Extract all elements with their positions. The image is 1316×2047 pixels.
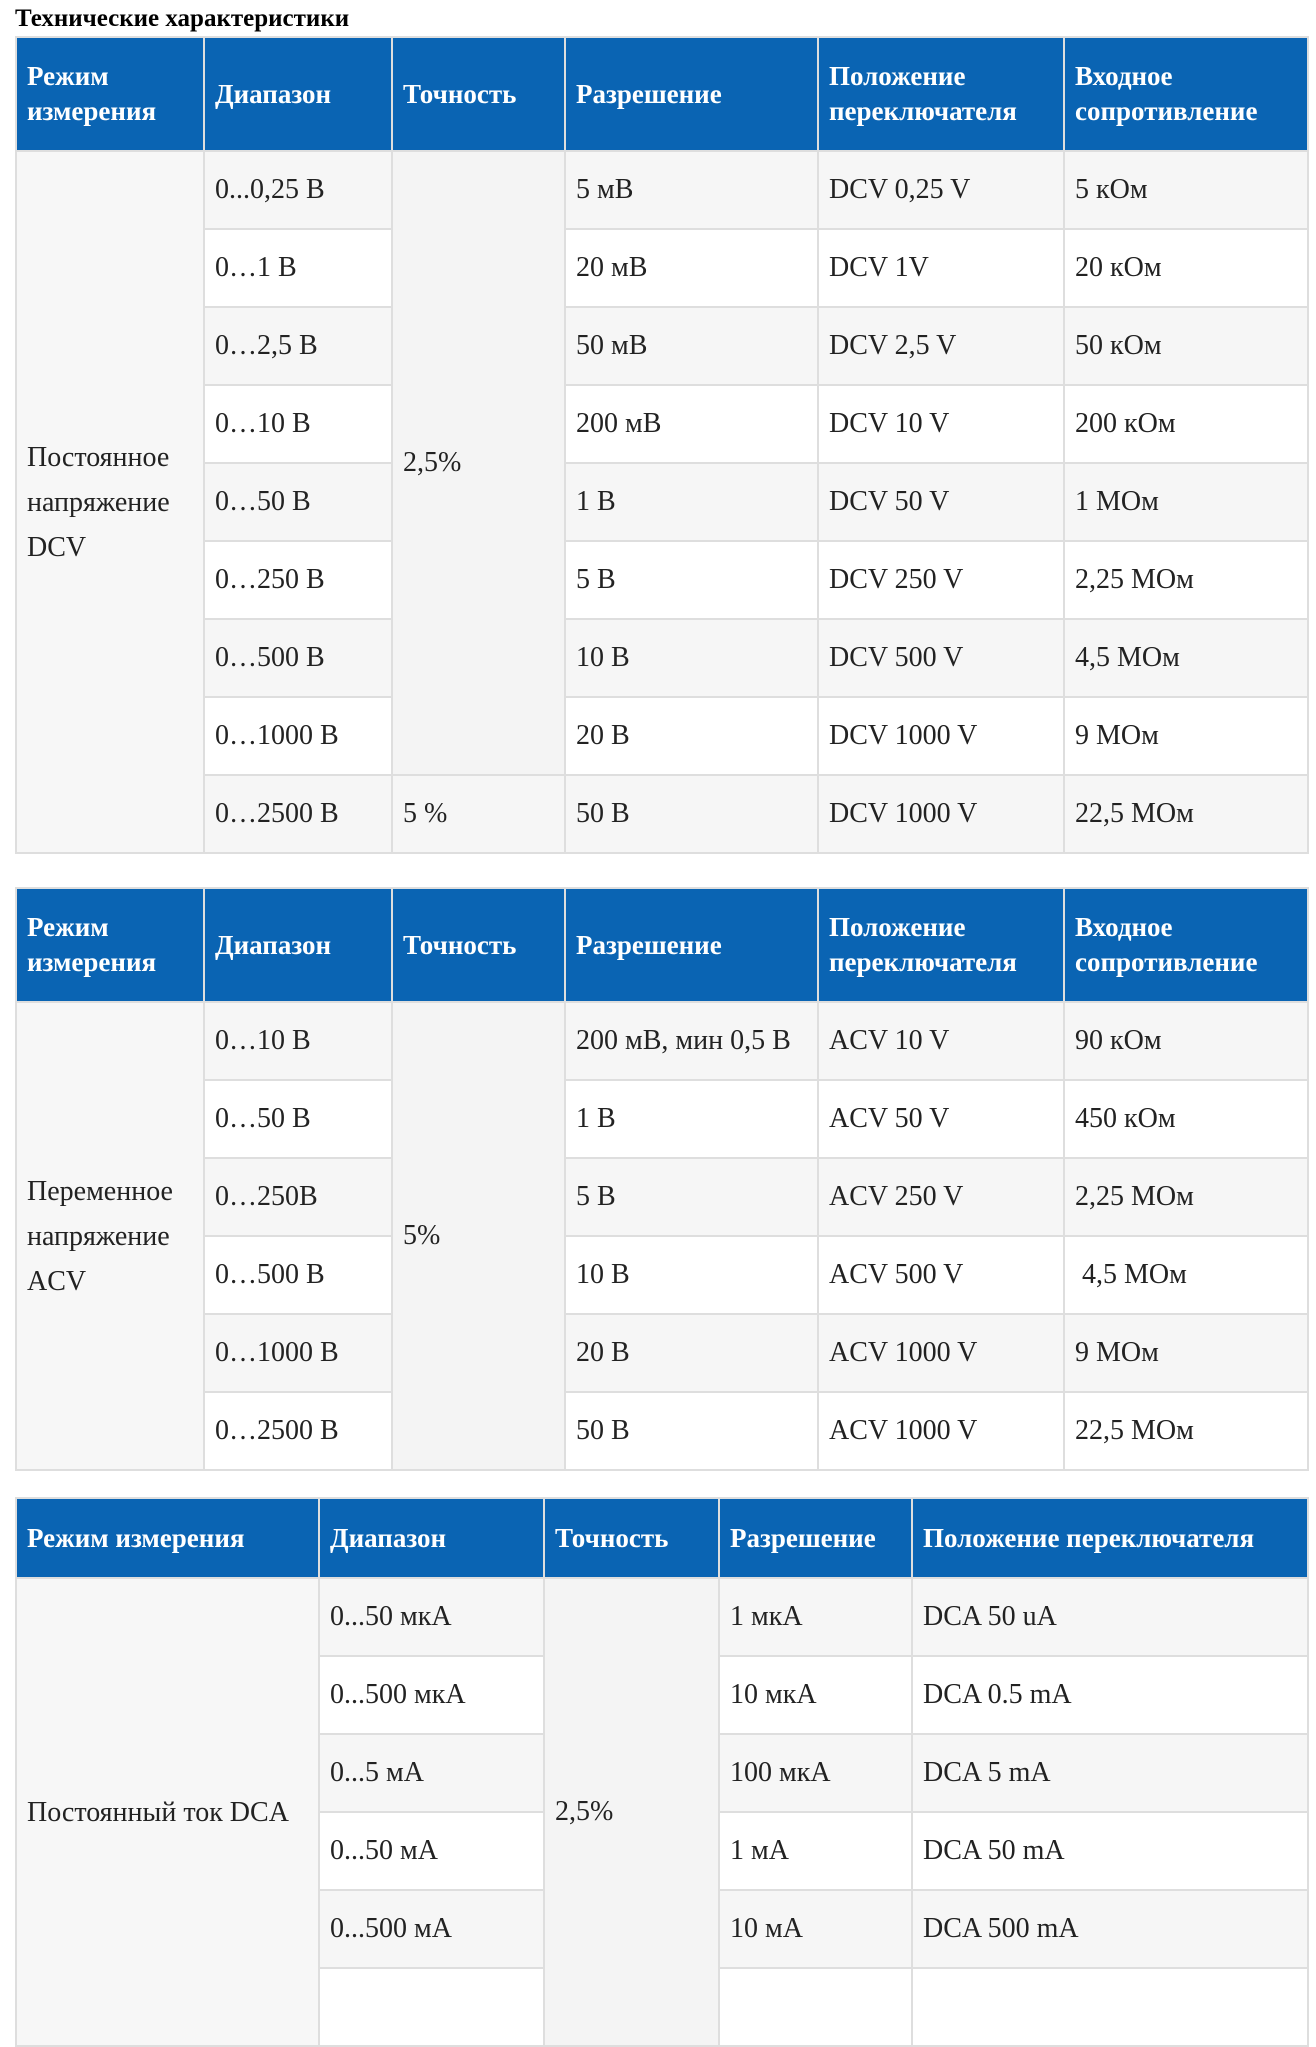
switch-cell: DCV 1000 V	[818, 697, 1064, 775]
impedance-cell: 450 кОм	[1064, 1080, 1308, 1158]
header-resolution: Разрешение	[565, 37, 818, 151]
switch-cell: ACV 10 V	[818, 1002, 1064, 1080]
impedance-cell: 22,5 МОм	[1064, 1392, 1308, 1470]
range-cell: 0…10 В	[204, 385, 392, 463]
table-row	[16, 697, 1308, 775]
mode-cell: Постоянный ток DCA	[16, 1578, 319, 2046]
range-cell: 0...500 мкА	[319, 1656, 544, 1734]
header-mode: Режим измерения	[16, 1498, 319, 1578]
table-row	[16, 541, 1308, 619]
table-row	[16, 1578, 1308, 1656]
resolution-cell: 20 В	[565, 697, 818, 775]
header-mode: Режим измерения	[16, 37, 204, 151]
impedance-cell: 22,5 МОм	[1064, 775, 1308, 853]
accuracy-cell: 2,5%	[544, 1578, 719, 2046]
table-row	[16, 229, 1308, 307]
accuracy-cell: 5%	[392, 1002, 565, 1470]
range-cell: 0...500 мА	[319, 1890, 544, 1968]
switch-cell: DCV 250 V	[818, 541, 1064, 619]
range-cell: 0…10 В	[204, 1002, 392, 1080]
resolution-cell: 1 В	[565, 1080, 818, 1158]
switch-cell: ACV 500 V	[818, 1236, 1064, 1314]
table-row	[16, 1158, 1308, 1236]
table-row	[16, 1314, 1308, 1392]
resolution-cell: 10 мА	[719, 1890, 912, 1968]
mode-cell: Переменное напряжение ACV	[16, 1002, 204, 1470]
table-row	[16, 151, 1308, 229]
resolution-cell: 10 В	[565, 619, 818, 697]
table-header-row	[16, 888, 1308, 1002]
resolution-cell	[719, 1968, 912, 2046]
table-row	[16, 1002, 1308, 1080]
resolution-cell: 50 В	[565, 775, 818, 853]
range-cell: 0…250В	[204, 1158, 392, 1236]
range-cell: 0...50 мкА	[319, 1578, 544, 1656]
resolution-cell: 20 мВ	[565, 229, 818, 307]
header-range: Диапазон	[204, 37, 392, 151]
range-cell: 0…50 В	[204, 463, 392, 541]
impedance-cell: 5 кОм	[1064, 151, 1308, 229]
resolution-cell: 10 В	[565, 1236, 818, 1314]
page-title: Технические характеристики	[15, 5, 350, 32]
resolution-cell: 50 мВ	[565, 307, 818, 385]
resolution-cell: 20 В	[565, 1314, 818, 1392]
header-range: Диапазон	[319, 1498, 544, 1578]
dcv-spec-table	[15, 36, 1309, 854]
header-resolution: Разрешение	[565, 888, 818, 1002]
switch-cell: DCA 50 mA	[912, 1812, 1308, 1890]
resolution-cell: 200 мВ, мин 0,5 В	[565, 1002, 818, 1080]
range-cell: 0...50 мА	[319, 1812, 544, 1890]
range-cell: 0…1000 В	[204, 697, 392, 775]
range-cell: 0…500 В	[204, 619, 392, 697]
range-cell: 0…50 В	[204, 1080, 392, 1158]
table-row	[16, 463, 1308, 541]
switch-cell: DCV 50 V	[818, 463, 1064, 541]
header-switch-position: Положение переключателя	[818, 37, 1064, 151]
resolution-cell: 200 мВ	[565, 385, 818, 463]
range-cell: 0…2500 В	[204, 775, 392, 853]
impedance-cell: 20 кОм	[1064, 229, 1308, 307]
switch-cell: DCV 2,5 V	[818, 307, 1064, 385]
impedance-cell: 1 МОм	[1064, 463, 1308, 541]
table-row	[16, 775, 1308, 853]
header-range: Диапазон	[204, 888, 392, 1002]
impedance-cell: 2,25 МОм	[1064, 1158, 1308, 1236]
resolution-cell: 10 мкА	[719, 1656, 912, 1734]
switch-cell: DCA 0.5 mA	[912, 1656, 1308, 1734]
resolution-cell: 100 мкА	[719, 1734, 912, 1812]
table-row	[16, 1236, 1308, 1314]
header-mode: Режим измерения	[16, 888, 204, 1002]
switch-cell: ACV 1000 V	[818, 1392, 1064, 1470]
switch-cell: DCV 10 V	[818, 385, 1064, 463]
header-accuracy: Точность	[544, 1498, 719, 1578]
table-row	[16, 385, 1308, 463]
resolution-cell: 5 мВ	[565, 151, 818, 229]
table-row	[16, 619, 1308, 697]
impedance-cell: 9 МОм	[1064, 1314, 1308, 1392]
mode-cell: Постоянное напряжение DCV	[16, 151, 204, 853]
switch-cell: DCA 50 uA	[912, 1578, 1308, 1656]
impedance-cell: 2,25 МОм	[1064, 541, 1308, 619]
range-cell: 0…500 В	[204, 1236, 392, 1314]
switch-cell: DCV 1V	[818, 229, 1064, 307]
header-switch-position: Положение переключателя	[818, 888, 1064, 1002]
header-switch-position: Положение переключателя	[912, 1498, 1308, 1578]
range-cell	[319, 1968, 544, 2046]
range-cell: 0…1 В	[204, 229, 392, 307]
table-row	[16, 307, 1308, 385]
resolution-cell: 1 мА	[719, 1812, 912, 1890]
switch-cell: ACV 50 V	[818, 1080, 1064, 1158]
impedance-cell: 4,5 МОм	[1064, 1236, 1308, 1314]
resolution-cell: 1 В	[565, 463, 818, 541]
switch-cell: DCV 1000 V	[818, 775, 1064, 853]
table-row	[16, 1080, 1308, 1158]
range-cell: 0…250 В	[204, 541, 392, 619]
impedance-cell: 9 МОм	[1064, 697, 1308, 775]
resolution-cell: 5 В	[565, 1158, 818, 1236]
switch-cell: ACV 1000 V	[818, 1314, 1064, 1392]
switch-cell: DCV 0,25 V	[818, 151, 1064, 229]
range-cell: 0...5 мА	[319, 1734, 544, 1812]
range-cell: 0…2,5 В	[204, 307, 392, 385]
switch-cell: DCV 500 V	[818, 619, 1064, 697]
table-header-row	[16, 37, 1308, 151]
impedance-cell: 90 кОм	[1064, 1002, 1308, 1080]
switch-cell	[912, 1968, 1308, 2046]
range-cell: 0…2500 В	[204, 1392, 392, 1470]
switch-cell: DCA 5 mA	[912, 1734, 1308, 1812]
switch-cell: DCA 500 mA	[912, 1890, 1308, 1968]
range-cell: 0…1000 В	[204, 1314, 392, 1392]
header-resolution: Разрешение	[719, 1498, 912, 1578]
accuracy-cell: 2,5%	[392, 151, 565, 775]
accuracy-cell: 5 %	[392, 775, 565, 853]
header-accuracy: Точность	[392, 37, 565, 151]
table-header-row	[16, 1498, 1308, 1578]
range-cell: 0...0,25 В	[204, 151, 392, 229]
header-input-impedance: Входное сопротивление	[1064, 888, 1308, 1002]
table-row	[16, 1392, 1308, 1470]
impedance-cell: 50 кОм	[1064, 307, 1308, 385]
acv-spec-table	[15, 887, 1309, 1471]
header-accuracy: Точность	[392, 888, 565, 1002]
resolution-cell: 1 мкА	[719, 1578, 912, 1656]
dca-spec-table	[15, 1497, 1309, 2047]
resolution-cell: 5 В	[565, 541, 818, 619]
switch-cell: ACV 250 V	[818, 1158, 1064, 1236]
impedance-cell: 4,5 МОм	[1064, 619, 1308, 697]
header-input-impedance: Входное сопротивление	[1064, 37, 1308, 151]
resolution-cell: 50 В	[565, 1392, 818, 1470]
impedance-cell: 200 кОм	[1064, 385, 1308, 463]
